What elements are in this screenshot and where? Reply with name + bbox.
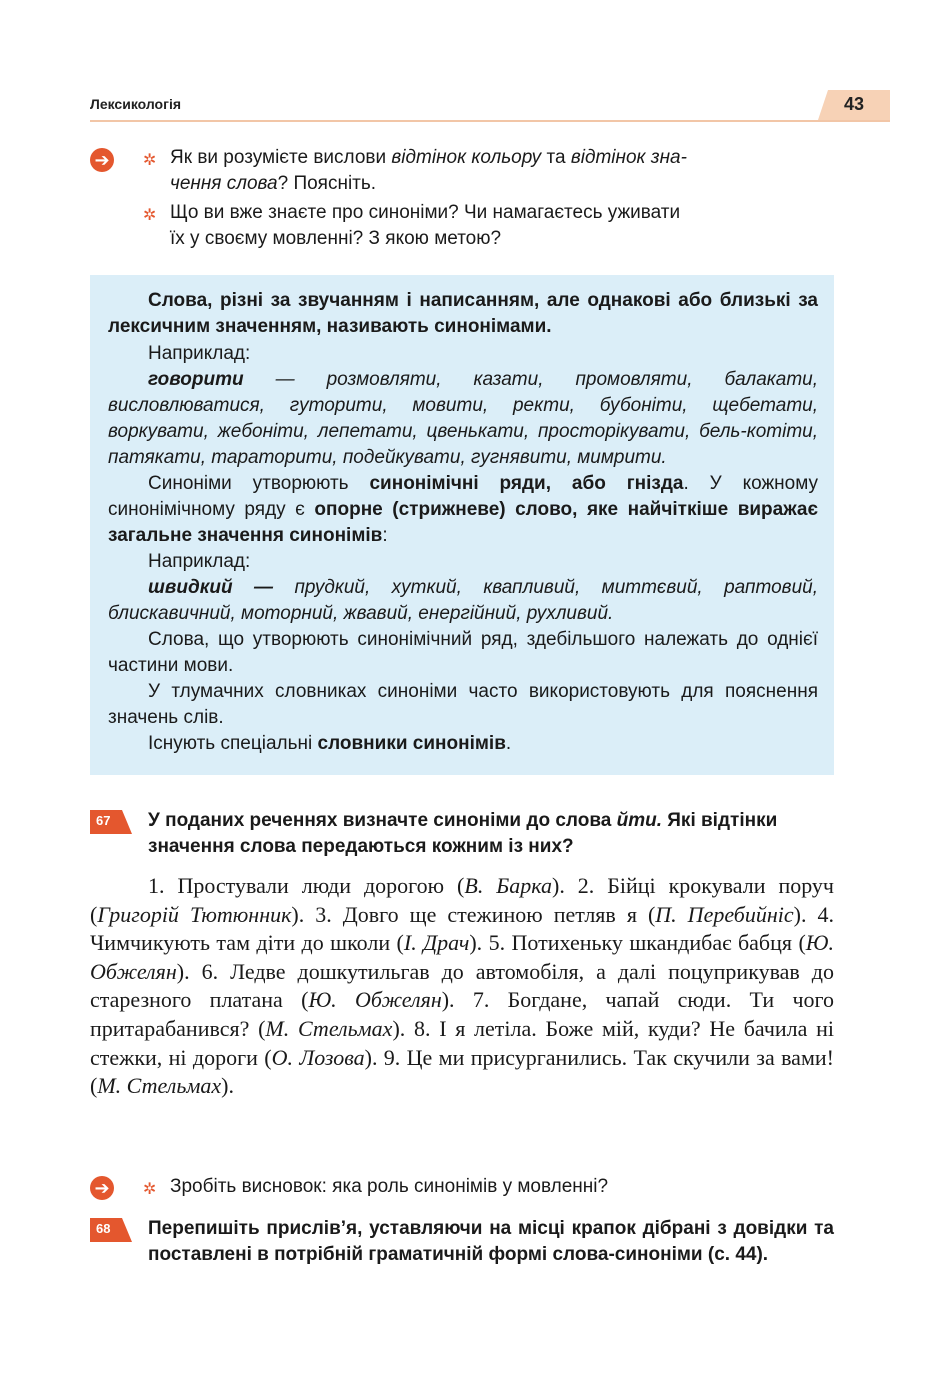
exercise-67-sentence-segment-11: Ю. Обжелян [308,987,442,1013]
conclusion-question: Зробіть висновок: яка роль синонімів у мовленні? [170,1176,609,1197]
ex67-task-word: йти. [616,810,662,831]
exercise-67-sentence-segment-16: ). 9. Це ми присурганились. Так скучили за вами! ( [90,1044,834,1099]
p2-text-c: . У кожному синонімічному ряду є [108,473,818,520]
intro-question-1b-segment-0: чення слова [170,173,278,194]
example-1 [108,367,818,471]
page-number-tab [828,90,890,120]
asterisk-bullet-icon: ✲ [143,152,157,169]
exercise-67-sentence-segment-8: ). 5. Потихеньку шкандибає бабця ( [469,930,806,956]
example-label: Наприклад: [148,343,251,364]
rule-paragraph-3: Слова, що утворюють синонімічний ряд, здебільшого належать до однієї частини мови. [108,629,818,676]
exercise-67-sentence-segment-5: П. Перебийніс [655,901,794,927]
example-2-label: Наприклад: [148,551,251,572]
exercise-67-text [90,872,834,1101]
header-rule [90,120,890,122]
exercise-67-task [148,808,834,860]
exercise-67-sentence-segment-18: ). [221,1073,234,1099]
arrow-right-circle-icon: ➔ [90,148,114,172]
intro-question-1-segment-0: Як ви розумієте вислови [170,147,392,168]
page-number: 43 [844,94,865,114]
intro-question-1-line-1 [170,145,834,171]
exercise-67-sentence-segment-10: ). 6. Ледве дошкутильгав до автомобіля, а далі поцуприкував до старезного платана ( [90,958,834,1013]
page-header [90,90,890,120]
exercise-67-sentence-segment-17: М. Стельмах [97,1073,222,1099]
p2-text-a: Синоніми утворюють [148,473,370,494]
intro-question-2 [170,200,834,252]
exercise-67-sentence-segment-12: ). 7. Богдане, чапай сюди. Ти чого притарабанився? ( [90,987,834,1041]
intro-question-1 [170,145,834,197]
intro-question-1-segment-1: відтінок кольору [391,147,542,168]
exercise-67-sentence-segment-4: ). 3. Довго ще стежиною петляв я ( [291,901,656,927]
example-1-word: говорити [148,369,244,390]
exercise-67-sentence-segment-2: ). 2. Бійці крокували поруч ( [90,873,834,927]
p5-term-dictionaries: словники синонімів [317,733,506,754]
example-2-synonyms: прудкий, хуткий, квапливий, миттєвий, раптовий, блискавичний, моторний, жвавий, енергійний, рухливий. [108,577,819,624]
intro-question-2-line-2: їх у своєму мовленні? З якою метою? [170,228,502,249]
p2-text-e: : [382,525,388,546]
ex67-task-a: У поданих реченнях визначте синоніми до слова [148,810,617,831]
intro-question-1-line-2 [170,171,834,197]
example-1-synonyms: — розмовляти, казати, промовляти, балакати, висловлюватися, гуторити, мовити, ректи, бубоніти, щебетати, воркувати, жебоніти, лепетати, цвенькати, просторікувати, бель-котіти, патякати, тараторити, подейкувати, гугнявити, мимрити. [108,369,818,468]
rule-paragraph-5 [108,731,818,757]
asterisk-bullet-icon: ✲ [143,1181,157,1198]
exercise-67-sentence-segment-0: 1. Простували люди дорогою ( [148,873,465,898]
exercise-67-sentence-segment-3: Григорій Тютюнник [97,901,292,927]
asterisk-bullet-icon: ✲ [143,207,157,224]
intro-question-1b-segment-1: ? Поясніть. [277,173,377,194]
exercise-67-badge [90,810,132,834]
exercise-67-sentence-segment-14: ). 8. І я летіла. Боже мій, куди? Не бачила ні стежки, ні дороги ( [90,1015,834,1070]
intro-question-1-segment-2: та [541,147,571,168]
ex67-task-c: Які відтінки значення слова передаються кожним із них? [148,810,778,857]
exercise-67-sentence-segment-13: М. Стельмах [265,1015,393,1041]
arrow-right-circle-icon: ➔ [90,1176,114,1200]
rule-definition: Слова, різні за звучанням і написанням, але однакові або близькі за лексичним значенням, називають синонімами. [108,290,818,337]
intro-question-2-line-1: Що ви вже знаєте про синоніми? Чи намагаєтесь уживати [170,202,681,223]
p2-term-core-word: опорне (стрижневе) слово, яке найчіткіше виражає загальне значення синонімів [108,499,818,546]
p2-term-series: синонімічні ряди, або гнізда [369,473,684,494]
rule-paragraph-2 [108,471,818,549]
exercise-68-badge [90,1218,132,1242]
intro-question-1-segment-3: відтінок зна- [570,147,687,168]
section-title: Лексикологія [90,96,181,112]
exercise-68-task: Перепишіть прислів’я, уставляючи на місці крапок дібрані з довідки та поставлені в потрібній граматичній формі слова-синоніми (с. 44). [148,1218,834,1265]
example-2-word: швидкий — [148,577,274,598]
exercise-67-sentence-segment-9: Ю. Обжелян [90,930,834,984]
example-2 [108,575,818,627]
p5-text-c: . [505,733,512,754]
exercise-67-sentence-segment-15: О. Лозова [271,1044,365,1070]
exercise-67-sentence-segment-1: В. Барка [464,873,552,898]
exercise-68-number: 68 [96,1221,111,1236]
p5-text-a: Існують спеціальні [148,733,318,754]
exercise-67-paragraph [90,872,834,1101]
exercise-67-number: 67 [96,813,111,828]
exercise-67-sentence-segment-6: ). 4. Чимчикують там діти до школи ( [90,901,835,956]
exercise-67-sentence-segment-7: І. Драч [403,930,470,956]
rule-paragraph-4: У тлумачних словниках синоніми часто використовують для пояснення значень слів. [108,681,818,728]
